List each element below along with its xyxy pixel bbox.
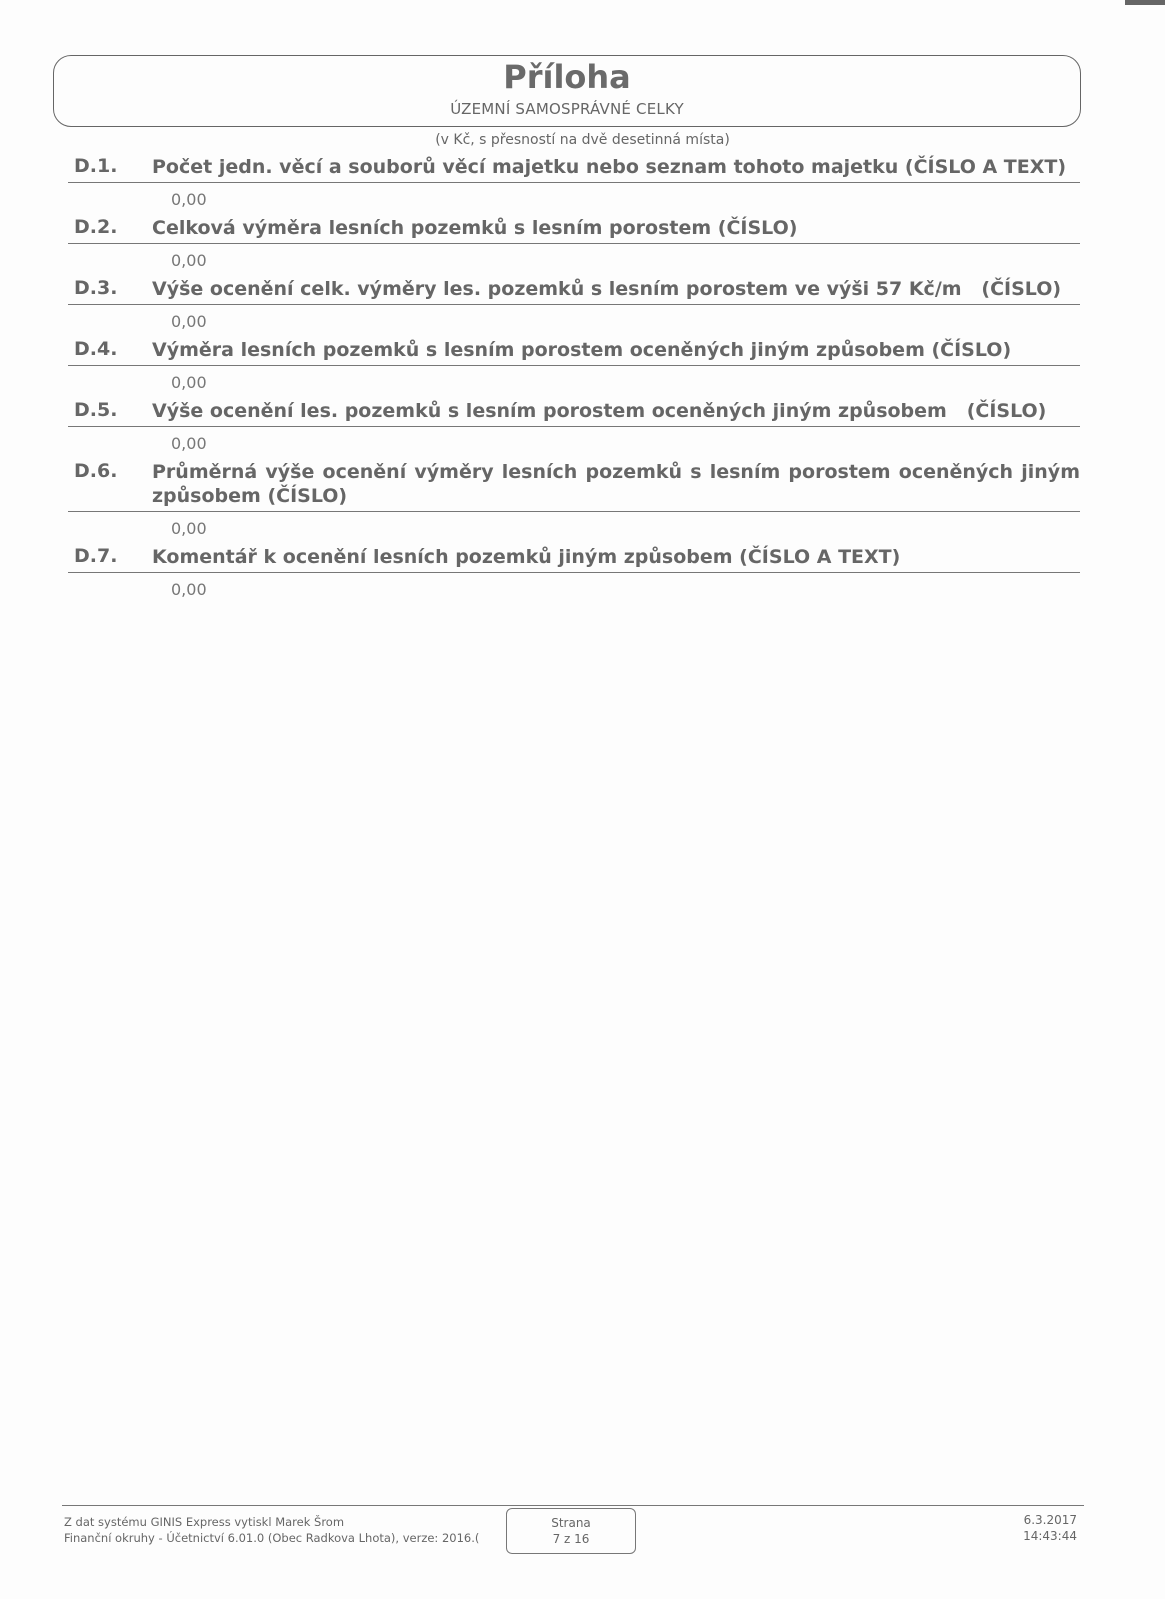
page-number: 7 z 16: [552, 1532, 590, 1546]
list-item: [68, 338, 1080, 399]
units-note: (v Kč, s přesností na dvě desetinná místa): [435, 132, 730, 148]
print-time: 14:43:44: [1023, 1529, 1077, 1543]
item-code: D.3.: [74, 277, 118, 299]
footer-divider: [62, 1505, 1084, 1506]
page-subtitle: ÚZEMNÍ SAMOSPRÁVNÉ CELKY: [450, 100, 684, 118]
item-value: 0,00: [171, 190, 207, 209]
item-value: 0,00: [171, 580, 207, 599]
item-value: 0,00: [171, 434, 207, 453]
item-code: D.4.: [74, 338, 118, 360]
item-label: Výše ocenění les. pozemků s lesním porostem oceněných jiným způsobem (ČÍSLO): [152, 400, 1047, 422]
items-list: [68, 155, 1080, 606]
list-item: [68, 277, 1080, 338]
print-date: 6.3.2017: [1023, 1513, 1077, 1527]
item-value: 0,00: [171, 312, 207, 331]
item-label: Výše ocenění celk. výměry les. pozemků s lesním porostem ve výši 57 Kč/m (ČÍSLO): [152, 278, 1062, 300]
page-number-box: [506, 1508, 636, 1554]
scan-edge-mark: [1125, 0, 1165, 5]
item-code: D.5.: [74, 399, 118, 421]
list-item: [68, 460, 1080, 545]
item-value: 0,00: [171, 373, 207, 392]
item-value: 0,00: [171, 251, 207, 270]
item-label: Celková výměra lesních pozemků s lesním porostem (ČÍSLO): [152, 217, 798, 239]
footer-info: [64, 1514, 479, 1546]
item-label: Počet jedn. věcí a souborů věcí majetku nebo seznam tohoto majetku (ČÍSLO A TEXT): [152, 156, 1067, 178]
list-item: [68, 545, 1080, 606]
page-label: Strana: [551, 1516, 591, 1530]
item-value: 0,00: [171, 519, 207, 538]
item-label: Výměra lesních pozemků s lesním porostem oceněných jiným způsobem (ČÍSLO): [152, 339, 1012, 361]
footer-system-info: Finanční okruhy - Účetnictví 6.01.0 (Obec Radkova Lhota), verze: 2016.(: [64, 1531, 480, 1545]
list-item: [68, 399, 1080, 460]
item-label: Komentář k ocenění lesních pozemků jiným způsobem (ČÍSLO A TEXT): [152, 546, 901, 568]
header-box: [53, 55, 1081, 127]
page-title: Příloha: [503, 58, 631, 96]
list-item: [68, 216, 1080, 277]
item-code: D.6.: [74, 460, 118, 482]
item-code: D.7.: [74, 545, 118, 567]
item-code: D.2.: [74, 216, 118, 238]
item-code: D.1.: [74, 155, 118, 177]
list-item: [68, 155, 1080, 216]
footer-printed-by: Z dat systému GINIS Express vytiskl Marek Šrom: [64, 1515, 345, 1529]
item-label: Průměrná výše ocenění výměry lesních pozemků s lesním porostem oceněných jiným způsobem (ČÍSLO): [152, 461, 1080, 507]
footer-timestamp: [1023, 1512, 1077, 1544]
